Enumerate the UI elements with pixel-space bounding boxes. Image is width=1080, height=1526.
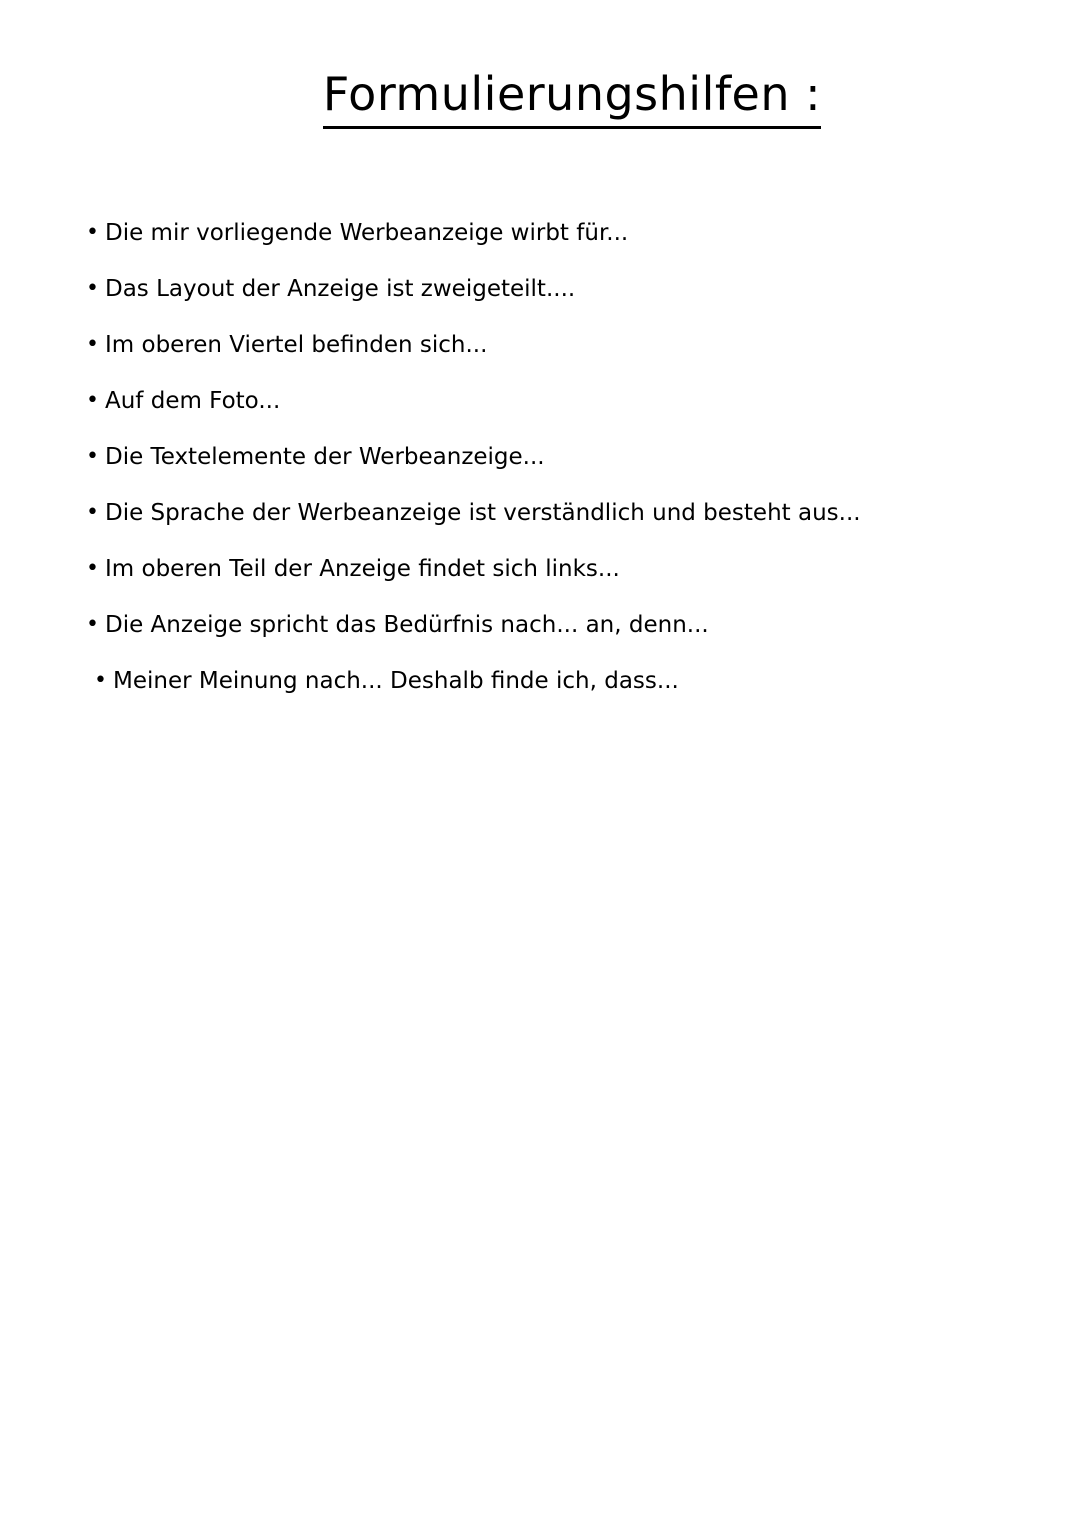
list-item bbox=[86, 261, 1026, 317]
bullet-icon: • bbox=[86, 220, 99, 245]
bullet-icon: • bbox=[86, 612, 99, 637]
list-item bbox=[86, 205, 1026, 261]
phrase-list bbox=[86, 205, 1026, 709]
list-item bbox=[86, 373, 1026, 429]
phrase-text: Auf dem Foto... bbox=[105, 388, 281, 414]
phrase-text: Meiner Meinung nach... Deshalb finde ich, dass... bbox=[113, 668, 679, 694]
phrase-text: Das Layout der Anzeige ist zweigeteilt.... bbox=[105, 276, 576, 302]
bullet-icon: • bbox=[86, 276, 99, 301]
list-item bbox=[86, 485, 1026, 541]
phrase-text: Die Sprache der Werbeanzeige ist verständlich und besteht aus... bbox=[105, 500, 861, 526]
bullet-icon: • bbox=[86, 444, 99, 469]
bullet-icon: • bbox=[86, 556, 99, 581]
phrase-text: Im oberen Teil der Anzeige findet sich links... bbox=[105, 556, 620, 582]
bullet-icon: • bbox=[86, 388, 99, 413]
phrase-text: Im oberen Viertel befinden sich... bbox=[105, 332, 488, 358]
page-title-text: Formulierungshilfen : bbox=[323, 64, 821, 129]
list-item bbox=[86, 429, 1026, 485]
phrase-text: Die Textelemente der Werbeanzeige... bbox=[105, 444, 545, 470]
bullet-icon: • bbox=[86, 332, 99, 357]
bullet-icon: • bbox=[94, 668, 107, 693]
list-item bbox=[86, 541, 1026, 597]
list-item bbox=[86, 653, 1026, 709]
bullet-icon: • bbox=[86, 500, 99, 525]
page-title bbox=[0, 58, 1080, 130]
list-item bbox=[86, 317, 1026, 373]
phrase-text: Die Anzeige spricht das Bedürfnis nach... an, denn... bbox=[105, 612, 709, 638]
phrase-text: Die mir vorliegende Werbeanzeige wirbt für... bbox=[105, 220, 629, 246]
list-item bbox=[86, 597, 1026, 653]
